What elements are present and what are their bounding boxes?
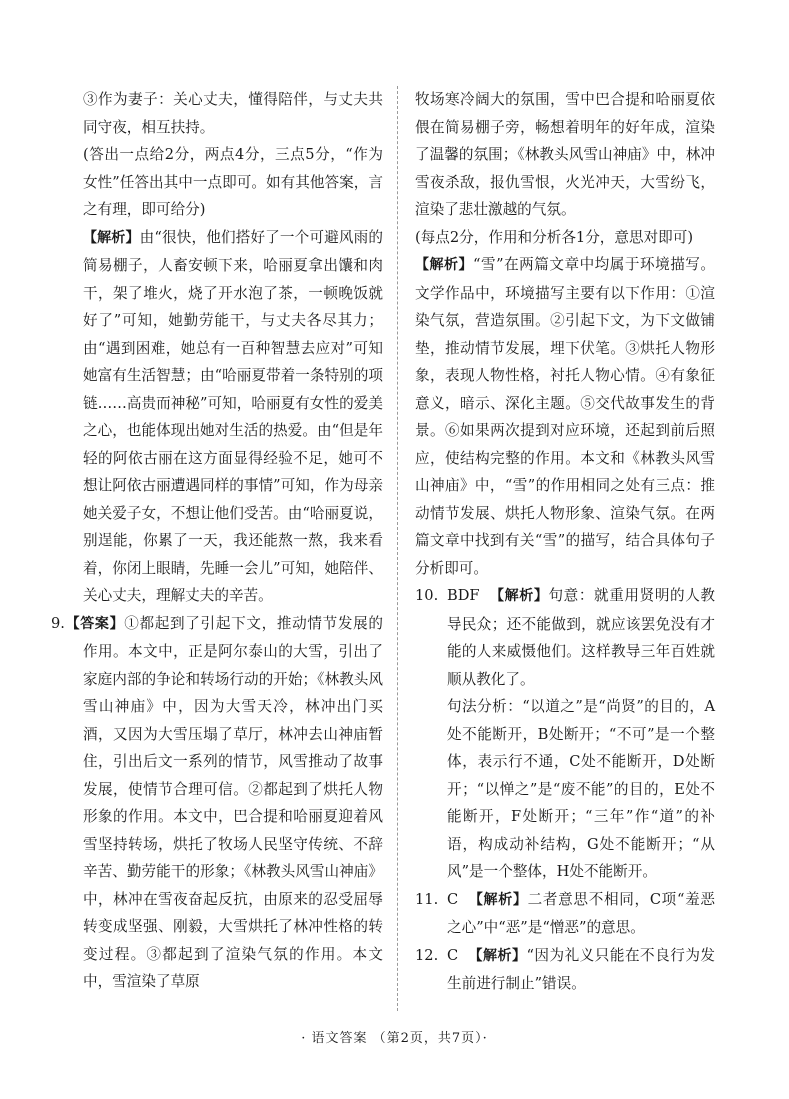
question-10-translation: 句意：就重用贤明的人教导民众；还不能做到，就应该罢免没有才能的人来威慑他们。这样教导三年百姓就顺从教化了。 [447,587,715,688]
column-divider [397,86,398,1011]
left-column [51,86,383,996]
analysis-paragraph [83,224,383,610]
answer-point-3: ③作为妻子：关心丈夫，懂得陪伴，与丈夫共同守夜，相互扶持。 [83,91,383,136]
question-12-number: 12. [415,946,439,964]
question-11-text: 二者意思不相同，C项“羞恶之心”中“恶”是“憎恶”的意思。 [447,890,715,936]
question-11 [415,886,715,942]
right-column [415,86,715,998]
question-10-syntax: 句法分析：“以道之”是“尚贤”的目的，A处不能断开，B处断开；“不可”是一个整体，表示行不通，C处不能断开，D处断开；“以惮之”是“废不能”的目的，E处不能断开，F处断开；“三年”作“道”的补语，构成动补结构，G处不能断开；“从风”是一个整体，H处不能断开。 [447,698,715,880]
question-9-number: 9. [51,614,65,632]
analysis-paragraph-9 [415,251,715,582]
question-10 [415,582,715,693]
question-11-answer: C [447,890,459,908]
question-12 [415,942,715,998]
analysis-text: 由“很快，他们搭好了一个可避风雨的简易棚子，人畜安顿下来，哈丽夏拿出馕和肉干，架了堆火，烧了开水泡了茶，一顿晚饭就好了”可知，她勤劳能干，与丈夫各尽其力；由“遇到困难，她总有一百种智慧去应对”可知她富有生活智慧；由“哈丽夏带着一条特别的项链……高贵而神秘”可知，哈丽夏有女性的爱美之心，也能体现出她对生活的热爱。由“但是年轻的阿依古丽在这方面显得经验不足，她可不想让阿依古丽遭遇同样的事情”可知，作为母亲她关爱子女，不想让他们受苦。由“哈丽夏说，别逞能，你累了一天，我还能熬一熬，我来看着，你闭上眼睛，先睡一会儿”可知，她陪伴、关心丈夫，理解丈夫的辛苦。 [83,228,383,604]
answer-tag: 【答案】 [64,615,125,632]
question-10-number: 10. [415,587,439,604]
question-11-number: 11. [415,890,439,908]
scoring-note-9: (每点2分，作用和分析各1分，意思对即可) [415,228,694,246]
question-12-answer: C [447,946,459,964]
question-9-text: ①都起到了引起下文，推动情节发展的作用。本文中，正是阿尔泰山的大雪，引出了家庭内部的争论和转场行动的开始；《林教头风雪山神庙》中，因为大雪天冷，林冲出门买酒，又因为大雪压塌了草厅，林冲去山神庙暂住，引出后文一系列的情节，风雪推动了故事发展，使情节合理可信。②都起到了烘托人物形象的作用。本文中，巴合提和哈丽夏迎着风雪坚持转场，烘托了牧场人民坚守传统、不辞辛苦、勤劳能干的形象；《林教头风雪山神庙》中，林冲在雪夜奋起反抗，由原来的忍受屈辱转变成坚强、刚毅，大雪烘托了林冲性格的转变过程。③都起到了渲染气氛的作用。本文中，雪渲染了草原 [83,614,383,990]
analysis-tag: 【解析】 [468,947,527,964]
question-10-answer: BDF [447,587,480,604]
page-footer: · 语文答案 （第2页，共7页）· [301,1031,488,1046]
analysis-text: “雪”在两篇文章中均属于环境描写。文学作品中，环境描写主要有以下作用：①渲染气氛，营造氛围。②引起下文，为下文做铺垫，推动情节发展，埋下伏笔。③烘托人物形象，表现人物性格，衬托人物心情。④有象征意义，暗示、深化主题。⑤交代故事发生的背景。⑥如果两次提到对应环境，还起到前后照应，使结构完整的作用。本文和《林教头风雪山神庙》中，“雪”的作用相同之处有三点：推动情节发展、烘托人物形象、渲染气氛。在两篇文章中找到有关“雪”的描写，结合具体句子分析即可。 [415,256,715,577]
question-9-continued: 牧场寒冷阔大的氛围，雪中巴合提和哈丽夏依偎在简易棚子旁，畅想着明年的好年成，渲染了温馨的氛围；《林教头风雪山神庙》中，林冲雪夜杀敌，报仇雪恨，火光冲天，大雪纷飞，渲染了悲壮激越的气氛。 [415,91,715,218]
analysis-tag: 【解析】 [468,891,528,908]
question-12-text: “因为礼义只能在不良行为发生前进行制止”错误。 [447,946,716,992]
analysis-tag: 【解析】 [490,588,549,604]
analysis-tag: 【解析】 [83,229,140,246]
analysis-tag: 【解析】 [415,257,474,273]
question-9 [51,610,383,996]
scoring-note: (答出一点给2分，两点4分，三点5分，“作为女性”任答出其中一点即可。如有其他答案，言之有理，即可给分) [83,146,383,218]
